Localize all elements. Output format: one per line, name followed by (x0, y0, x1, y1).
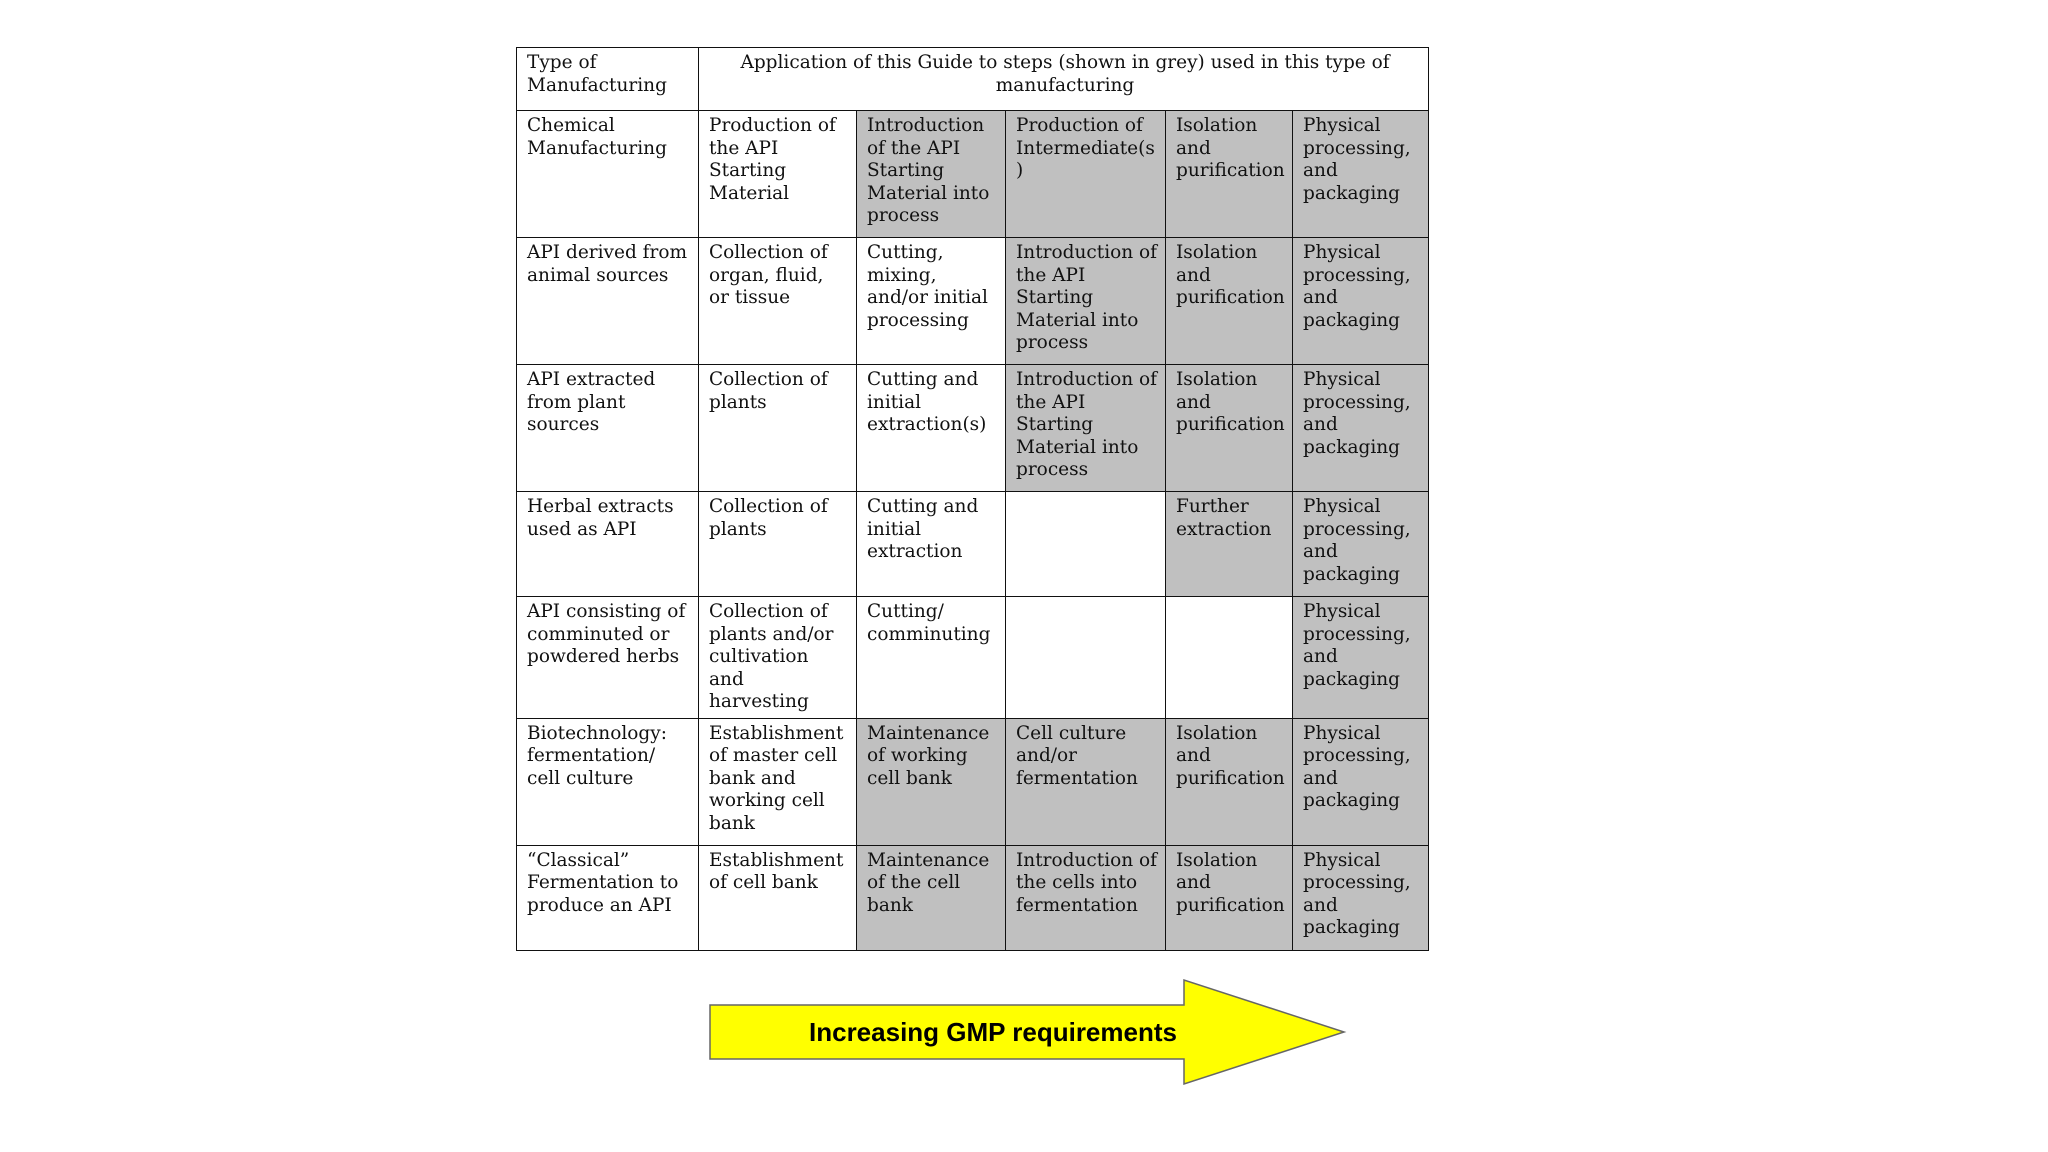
step-cell-grey: Isolation and purification (1166, 238, 1293, 365)
table-row (517, 365, 1429, 492)
step-cell-grey: Physical processing, and packaging (1293, 365, 1429, 492)
step-cell-grey: Cell culture and/or fermentation (1006, 718, 1166, 845)
step-cell-grey: Isolation and purification (1166, 111, 1293, 238)
step-cell-grey: Physical processing, and packaging (1293, 238, 1429, 365)
step-cell-grey: Isolation and purification (1166, 845, 1293, 950)
step-cell: Establishment of cell bank (699, 845, 857, 950)
step-cell-grey: Physical processing, and packaging (1293, 718, 1429, 845)
step-cell-grey: Further extraction (1166, 492, 1293, 597)
row-type-label: Herbal extracts used as API (517, 492, 699, 597)
step-cell: Cutting and initial extraction (857, 492, 1006, 597)
table-row (517, 238, 1429, 365)
header-application: Application of this Guide to steps (shown in grey) used in this type of manufacturing (699, 48, 1429, 111)
table-row (517, 111, 1429, 238)
row-type-label: API consisting of comminuted or powdered herbs (517, 597, 699, 719)
step-cell-grey: Isolation and purification (1166, 718, 1293, 845)
step-cell: Collection of plants (699, 492, 857, 597)
step-cell-empty (1006, 492, 1166, 597)
step-cell-grey: Introduction of the cells into fermentation (1006, 845, 1166, 950)
step-cell-grey: Physical processing, and packaging (1293, 492, 1429, 597)
row-type-label: API extracted from plant sources (517, 365, 699, 492)
step-cell: Collection of plants (699, 365, 857, 492)
step-cell: Collection of organ, fluid, or tissue (699, 238, 857, 365)
step-cell-empty (1006, 597, 1166, 719)
step-cell: Cutting, mixing, and/or initial processing (857, 238, 1006, 365)
step-cell: Collection of plants and/or cultivation and harvesting (699, 597, 857, 719)
step-cell-grey: Maintenance of working cell bank (857, 718, 1006, 845)
step-cell: Establishment of master cell bank and working cell bank (699, 718, 857, 845)
step-cell-grey: Physical processing, and packaging (1293, 597, 1429, 719)
table-row (517, 718, 1429, 845)
step-cell-grey: Introduction of the API Starting Material into process (1006, 238, 1166, 365)
row-type-label: “Classical” Fermentation to produce an API (517, 845, 699, 950)
step-cell-empty (1166, 597, 1293, 719)
table-header-row (517, 48, 1429, 111)
row-type-label: Biotechnology: fermentation/ cell culture (517, 718, 699, 845)
table-row (517, 492, 1429, 597)
row-type-label: API derived from animal sources (517, 238, 699, 365)
gmp-arrow (708, 978, 1348, 1086)
table-row (517, 597, 1429, 719)
table-row (517, 845, 1429, 950)
step-cell-grey: Maintenance of the cell bank (857, 845, 1006, 950)
arrow-label: Increasing GMP requirements (809, 1016, 1177, 1047)
step-cell: Cutting/ comminuting (857, 597, 1006, 719)
step-cell-grey: Isolation and purification (1166, 365, 1293, 492)
step-cell: Production of the API Starting Material (699, 111, 857, 238)
step-cell-grey: Physical processing, and packaging (1293, 111, 1429, 238)
header-type-of-manufacturing: Type of Manufacturing (517, 48, 699, 111)
step-cell: Cutting and initial extraction(s) (857, 365, 1006, 492)
gmp-steps-table (516, 47, 1429, 951)
row-type-label: Chemical Manufacturing (517, 111, 699, 238)
step-cell-grey: Production of Intermediate(s) (1006, 111, 1166, 238)
step-cell-grey: Introduction of the API Starting Material into process (857, 111, 1006, 238)
step-cell-grey: Physical processing, and packaging (1293, 845, 1429, 950)
step-cell-grey: Introduction of the API Starting Material into process (1006, 365, 1166, 492)
